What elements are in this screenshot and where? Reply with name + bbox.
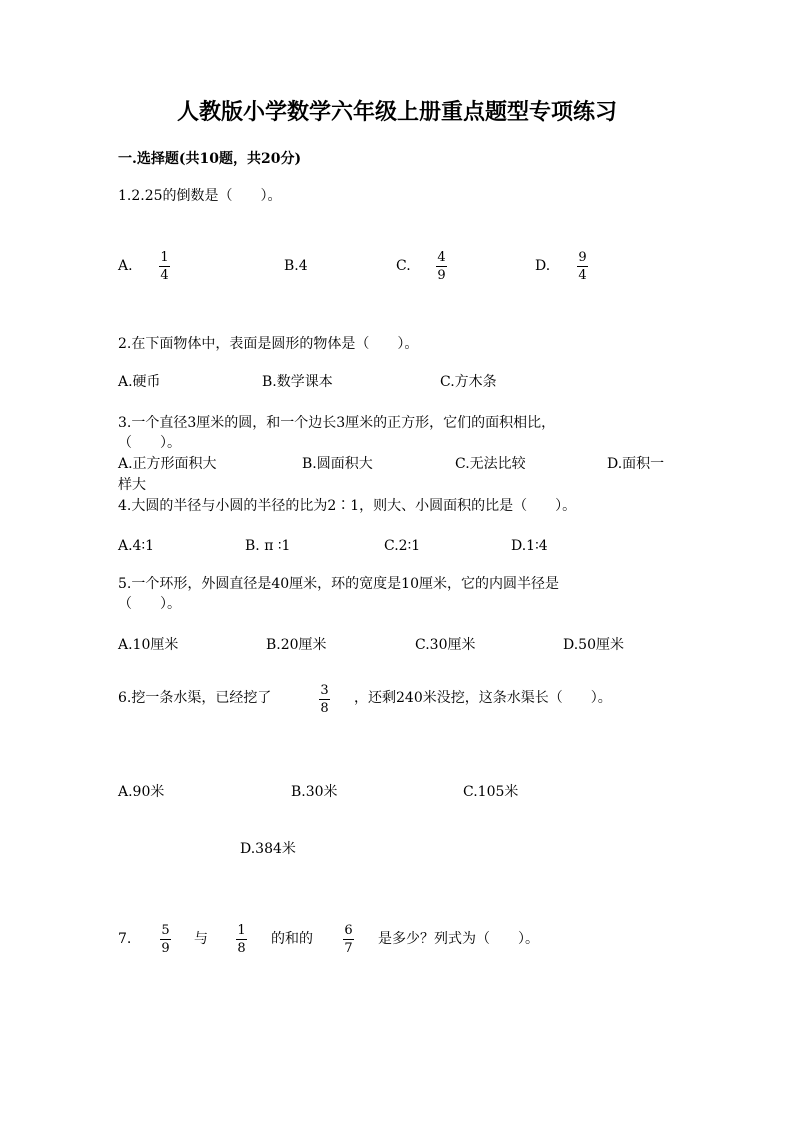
question-7-fraction-3 (343, 923, 354, 956)
question-7-fraction-2 (236, 923, 247, 956)
q1-option-b: B.4 (284, 258, 308, 274)
q3-option-d-continued: 样大 (118, 477, 146, 493)
fraction-denominator: 8 (320, 701, 329, 716)
q1-option-c-label: C. (396, 258, 411, 274)
question-7-fraction-1 (160, 923, 171, 956)
question-5-stem-line-1: 5.一个环形，外圆直径是40厘米，环的宽度是10厘米，它的内圆半径是 (118, 576, 559, 592)
fraction-bar (343, 939, 354, 940)
question-7-sum-of: 的和的 (271, 931, 313, 947)
q1-option-d-label: D. (535, 258, 551, 274)
q6-option-a: A.90米 (118, 784, 165, 800)
page-title: 人教版小学数学六年级上册重点题型专项练习 (176, 99, 617, 125)
fraction-bar (577, 266, 588, 267)
q2-option-b: B.数学课本 (262, 374, 333, 390)
question-3-stem-line-1: 3.一个直径3厘米的圆，和一个边长3厘米的正方形，它们的面积相比， (118, 415, 556, 431)
question-6-stem-part-1: 6.挖一条水渠，已经挖了 (118, 690, 272, 706)
q6-option-b: B.30米 (291, 784, 338, 800)
fraction-bar (319, 699, 330, 700)
q4-option-b: B. π ∶1 (245, 538, 291, 554)
question-1-stem: 1.2.25的倒数是（ ）。 (118, 188, 282, 204)
question-5-stem-line-2: （ ）。 (118, 596, 181, 612)
q1-option-a-fraction (159, 250, 170, 283)
question-2-stem: 2.在下面物体中，表面是圆形的物体是（ ）。 (118, 336, 419, 352)
q1-option-d-fraction (577, 250, 588, 283)
fraction-numerator: 1 (237, 923, 246, 938)
fraction-bar (159, 266, 170, 267)
fraction-bar (436, 266, 447, 267)
q2-option-c: C.方木条 (440, 374, 497, 390)
fraction-numerator: 6 (344, 923, 353, 938)
q6-option-c: C.105米 (463, 784, 519, 800)
fraction-denominator: 9 (161, 941, 170, 956)
question-4-stem: 4.大圆的半径与小圆的半径的比为2∶1，则大、小圆面积的比是（ ）。 (118, 498, 577, 514)
fraction-denominator: 9 (437, 268, 446, 283)
question-7-tail: 是多少？列式为（ ）。 (378, 931, 539, 947)
q5-option-a: A.10厘米 (118, 637, 179, 653)
question-3-stem-line-2: （ ）。 (118, 435, 181, 451)
q4-option-d: D.1∶4 (511, 538, 548, 554)
fraction-denominator: 8 (237, 941, 246, 956)
fraction-numerator: 3 (320, 683, 329, 698)
q2-option-a: A.硬币 (118, 374, 161, 390)
fraction-numerator: 4 (437, 250, 446, 265)
fraction-denominator: 4 (578, 268, 587, 283)
question-6-stem-part-2: ，还剩240米没挖，这条水渠长（ ）。 (354, 690, 612, 706)
fraction-numerator: 9 (578, 250, 587, 265)
q5-option-c: C.30厘米 (415, 637, 476, 653)
q3-option-c: C.无法比较 (455, 456, 526, 472)
q4-option-c: C.2∶1 (384, 538, 421, 554)
fraction-numerator: 1 (160, 250, 169, 265)
q5-option-d: D.50厘米 (563, 637, 624, 653)
q3-option-b: B.圆面积大 (302, 456, 373, 472)
q6-option-d: D.384米 (240, 841, 296, 857)
section-heading: 一.选择题(共10题，共20分) (118, 151, 302, 167)
q1-option-a-label: A. (118, 258, 133, 274)
fraction-bar (236, 939, 247, 940)
q5-option-b: B.20厘米 (266, 637, 327, 653)
question-7-number: 7. (118, 931, 132, 947)
question-7-and: 与 (194, 931, 208, 947)
fraction-denominator: 7 (344, 941, 353, 956)
fraction-bar (160, 939, 171, 940)
q3-option-a: A.正方形面积大 (118, 456, 217, 472)
fraction-numerator: 5 (161, 923, 170, 938)
q3-option-d: D.面积一 (607, 456, 665, 472)
fraction-denominator: 4 (160, 268, 169, 283)
question-6-fraction (319, 683, 330, 716)
q4-option-a: A.4∶1 (118, 538, 155, 554)
q1-option-c-fraction (436, 250, 447, 283)
